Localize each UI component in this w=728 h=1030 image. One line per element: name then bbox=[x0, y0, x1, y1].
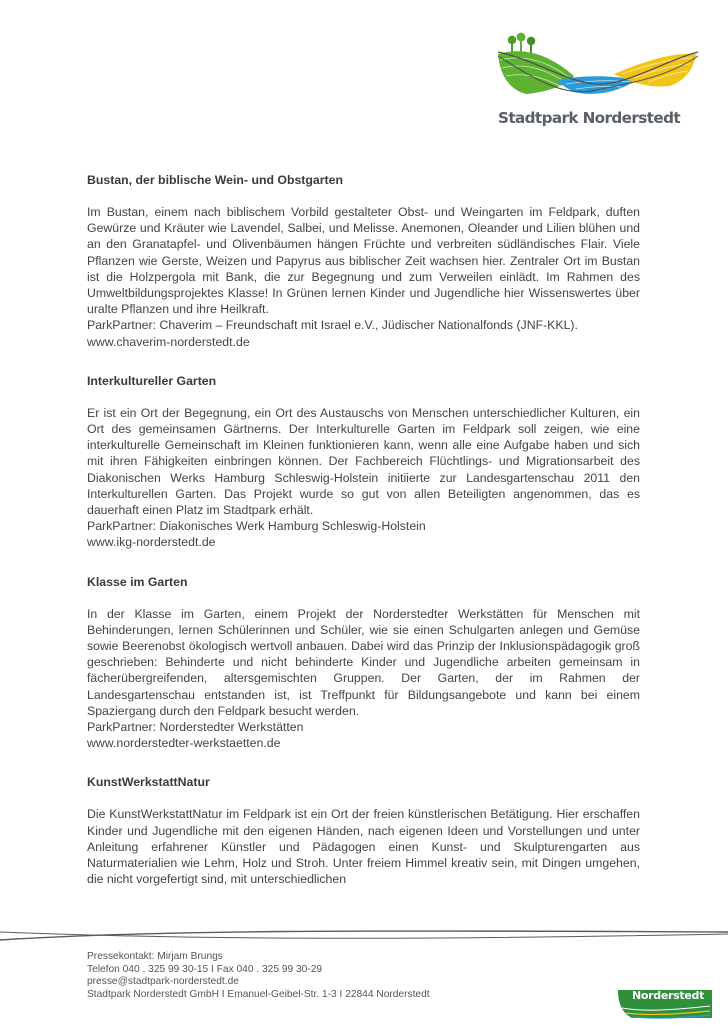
partner-url[interactable]: www.ikg-norderstedt.de bbox=[87, 535, 216, 550]
park-partner: ParkPartner: Diakonisches Werk Hamburg Schleswig-Holstein bbox=[87, 519, 426, 534]
norderstedt-logo bbox=[614, 988, 714, 1020]
logo-tree bbox=[517, 33, 526, 42]
logo-wordmark: Stadtpark Norderstedt bbox=[498, 109, 681, 127]
park-partner: ParkPartner: Chaverim – Freundschaft mit Israel e.V., Jüdischer Nationalfonds (JNF-KKL). bbox=[87, 318, 578, 333]
section-paragraph: In der Klasse im Garten, einem Projekt der Norderstedter Werkstätten für Menschen mit Behinderungen, lernen Schülerinnen und Schüler, wie sie einen Schulgarten anlegen und Gemüse sowie Beerenobst ökologisch wertvoll anbauen. Dabei wird das Prinzip der Inklusionspädagogik groß geschrieben: Behinderte und nicht behinderte Kinder und Jugendliche arbeiten gemeinsam in fächerübergreifenden, altersgemischten Gruppen. Der Garten, der im Rahmen der Landesgartenschau entstanden ist, ist Treffpunkt für Bildungsangebote und kann bei einem Spaziergang durch den Feldpark besucht werden. bbox=[87, 606, 640, 718]
partner-url[interactable]: www.norderstedter-werkstaetten.de bbox=[87, 736, 281, 751]
park-partner: ParkPartner: Norderstedter Werkstätten bbox=[87, 720, 304, 735]
footer-contact bbox=[87, 951, 537, 1001]
footer-phone-fax: Telefon 040 . 325 99 30-15 I Fax 040 . 325 99 30-29 bbox=[87, 963, 323, 975]
logo-tree-trunk bbox=[520, 41, 522, 52]
section-paragraph: Im Bustan, einem nach biblischem Vorbild gestalteter Obst- und Weingarten im Feldpark, duften Gewürze und Kräuter wie Lavendel, Salbei, und Melisse. Anemonen, Oleander und Lilien blühen und an den Granatapfel- und Olivenbäumen hängen Früchte und verbreiten südländisches Flair. Viele Pflanzen wie Gerste, Weizen und Papyrus aus biblischer Zeit wachsen hier. Zentraler Ort im Bustan ist die Holzpergola mit Bank, die zur Begegnung und zum Verweilen einlädt. Im Rahmen des Umweltbildungsprojektes Klasse! In Grünen lernen Kinder und Jugendliche hier Wissenswertes über uralte Pflanzen und ihre Heilkraft. bbox=[87, 205, 640, 317]
section-heading: KunstWerkstattNatur bbox=[87, 775, 210, 790]
section-heading: Interkultureller Garten bbox=[87, 373, 217, 388]
logo-tree bbox=[508, 36, 516, 44]
logo-tree bbox=[527, 37, 535, 45]
footer-contact-person: Pressekontakt: Mirjam Brungs bbox=[87, 951, 223, 962]
section-klasse-im-garten bbox=[87, 574, 640, 752]
article-body bbox=[87, 172, 640, 911]
stadtpark-logo bbox=[496, 30, 700, 134]
norderstedt-wordmark: Norderstedt bbox=[632, 989, 705, 1002]
footer-address: Stadtpark Norderstedt GmbH I Emanuel-Geibel-Str. 1-3 I 22844 Norderstedt bbox=[87, 988, 430, 1000]
section-kunstwerkstattnatur bbox=[87, 774, 640, 887]
section-heading: Bustan, der biblische Wein- und Obstgarten bbox=[87, 173, 343, 187]
partner-url[interactable]: www.chaverim-norderstedt.de bbox=[87, 334, 250, 349]
section-interkultureller-garten bbox=[87, 373, 640, 551]
footer-email[interactable]: presse@stadtpark-norderstedt.de bbox=[87, 976, 239, 988]
section-paragraph: Er ist ein Ort der Begegnung, ein Ort des Austauschs von Menschen unterschiedlicher Kulturen, ein Ort des gemeinsamen Gärtnerns. Der Interkulturelle Garten im Feldpark soll zeigen, wie eine interkulturelle Gemeinschaft im Kleinen funktionieren kann, wenn alle eine Aufgabe haben und sich mit ihren Fähigkeiten einbringen können. Der Fachbereich Flüchtlings- und Migrationsarbeit des Diakonischen Werks Hamburg Schleswig-Holstein initiierte zur Landesgartenschau 2011 den Interkulturellen Garten. Das Projekt wurde so gut von allen Beteiligten angenommen, das es dauerhaft einen Platz im Stadtpark erhält. bbox=[87, 405, 640, 518]
section-bustan bbox=[87, 172, 640, 350]
section-paragraph: Die KunstWerkstattNatur im Feldpark ist ein Ort der freien künstlerischen Betätigung. Hier erschaffen Kinder und Jugendliche mit den eigenen Händen, nach eigenen Ideen und Vorstellungen und unter Anleitung erfahrener Künstler und Pädagogen einen Kunst- und Skulpturengarten aus Naturmaterialien wie Lehm, Holz und Stroh. Unter freiem Himmel kreativ sein, mit Dingen umgehen, die nicht vorgefertigt sind, mit unterschiedlichen bbox=[87, 807, 640, 887]
section-heading: Klasse im Garten bbox=[87, 574, 188, 589]
logo-tree-trunk bbox=[530, 45, 532, 53]
footer-decorative-lines bbox=[0, 928, 728, 942]
stadtpark-logo-graphic bbox=[496, 30, 700, 110]
